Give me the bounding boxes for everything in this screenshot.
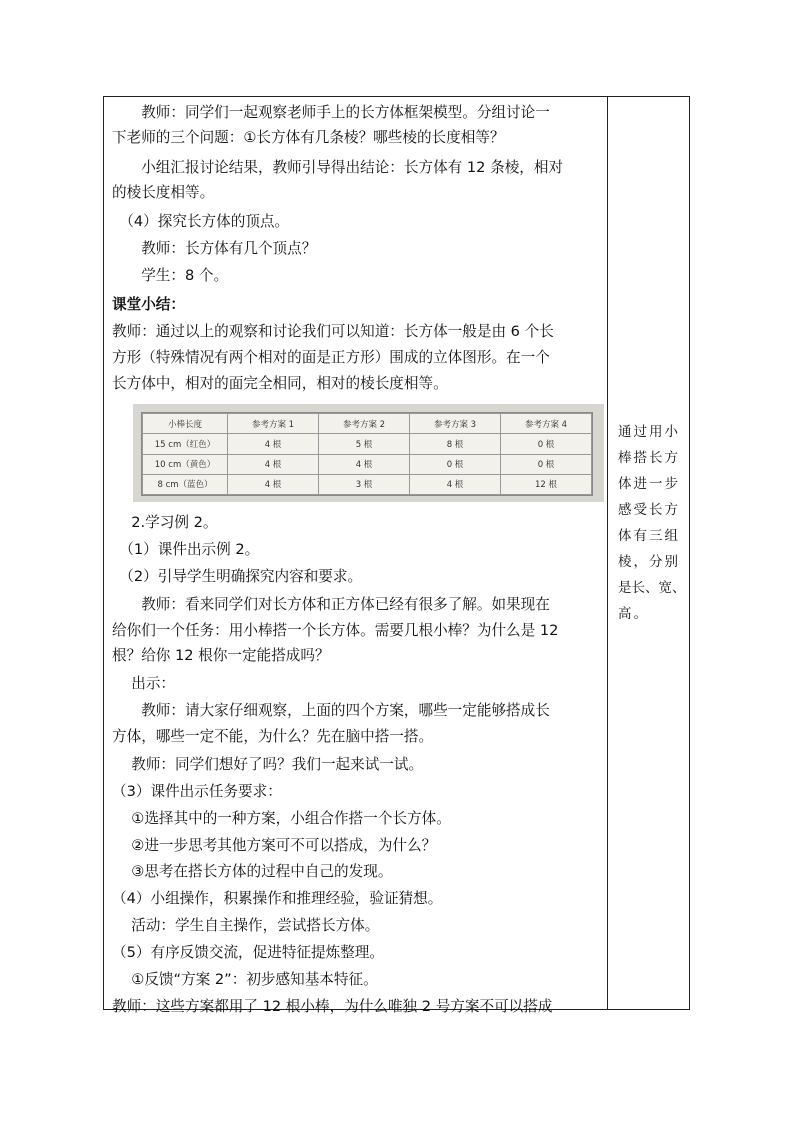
side-note-line: 体有三组 bbox=[618, 528, 680, 544]
text-line: （4）小组操作，积累操作和推理经验，验证猜想。 bbox=[112, 890, 443, 907]
text-line: 教师：请大家仔细观察，上面的四个方案，哪些一定能够搭成长 bbox=[112, 702, 550, 719]
stick-plan-table bbox=[142, 413, 592, 495]
text-line: （1）课件出示例 2。 bbox=[112, 541, 260, 558]
table-cell: 8 根 bbox=[410, 434, 501, 454]
text-line: 活动：学生自主操作，尝试搭长方体。 bbox=[112, 917, 380, 934]
text-line: 学生：8 个。 bbox=[112, 267, 229, 284]
table-cell: 8 cm（蓝色） bbox=[143, 474, 228, 494]
text-line: 方形（特殊情况有两个相对的面是正方形）围成的立体图形。在一个 bbox=[112, 349, 550, 366]
text-line: 教师：同学们想好了吗？我们一起来试一试。 bbox=[112, 756, 424, 773]
header-cell: 参考方案 2 bbox=[319, 414, 410, 434]
side-note-line: 高。 bbox=[618, 606, 649, 622]
table-cell: 10 cm（黄色） bbox=[143, 454, 228, 474]
text-line: 方体，哪些一定不能，为什么？先在脑中搭一搭。 bbox=[112, 728, 434, 745]
text-line: ①反馈“方案 2”：初步感知基本特征。 bbox=[112, 971, 378, 988]
table-cell: 3 根 bbox=[319, 474, 410, 494]
text-line: ①选择其中的一种方案，小组合作搭一个长方体。 bbox=[112, 810, 451, 827]
text-line: （5）有序反馈交流，促进特征提炼整理。 bbox=[112, 944, 384, 961]
table-cell: 0 根 bbox=[410, 454, 501, 474]
table-cell: 4 根 bbox=[228, 474, 319, 494]
text-line: 长方体中，相对的面完全相同，相对的棱长度相等。 bbox=[112, 375, 448, 392]
stick-plan-table-card bbox=[141, 412, 593, 496]
text-line: 教师：这些方案都用了 12 根小棒，为什么唯独 2 号方案不可以搭成 bbox=[112, 998, 553, 1015]
table-row bbox=[143, 454, 592, 474]
header-cell: 参考方案 1 bbox=[228, 414, 319, 434]
stick-plan-photo bbox=[133, 404, 604, 502]
header-cell: 小棒长度 bbox=[143, 414, 228, 434]
text-line: 小组汇报讨论结果，教师引导得出结论：长方体有 12 条棱，相对 bbox=[112, 159, 564, 176]
text-line: 教师：长方体有几个顶点？ bbox=[112, 240, 317, 257]
text-line: 教师：通过以上的观察和讨论我们可以知道：长方体一般是由 6 个长 bbox=[112, 323, 554, 340]
text-line: 的棱长度相等。 bbox=[112, 184, 215, 201]
table-cell: 15 cm（红色） bbox=[143, 434, 228, 454]
side-note-line: 是长、宽、 bbox=[618, 580, 686, 596]
text-line: 给你们一个任务：用小棒搭一个长方体。需要几根小棒？为什么是 12 bbox=[112, 622, 559, 639]
table-cell: 4 根 bbox=[228, 434, 319, 454]
text-line: ③思考在搭长方体的过程中自己的发现。 bbox=[112, 863, 393, 880]
text-line: （4）探究长方体的顶点。 bbox=[112, 213, 290, 230]
side-note-line: 棒搭长方 bbox=[618, 450, 680, 466]
table-cell: 12 根 bbox=[501, 474, 592, 494]
table-cell: 4 根 bbox=[228, 454, 319, 474]
text-line: 下老师的三个问题：①长方体有几条棱？哪些棱的长度相等？ bbox=[112, 129, 505, 146]
text-line: 2.学习例 2。 bbox=[112, 514, 218, 531]
table-cell: 5 根 bbox=[319, 434, 410, 454]
text-line: 教师：看来同学们对长方体和正方体已经有很多了解。如果现在 bbox=[112, 596, 550, 613]
column-divider bbox=[607, 97, 608, 1009]
text-line: ②进一步思考其他方案可不可以搭成，为什么？ bbox=[112, 837, 437, 854]
side-note-line: 体进一步 bbox=[618, 476, 680, 492]
text-line: 教师：同学们一起观察老师手上的长方体框架模型。分组讨论一 bbox=[112, 104, 550, 121]
table-cell: 4 根 bbox=[319, 454, 410, 474]
side-note-line: 通过用小 bbox=[618, 424, 680, 440]
table-row bbox=[143, 434, 592, 454]
text-line: （3）课件出示任务要求： bbox=[112, 783, 282, 800]
table-cell: 4 根 bbox=[410, 474, 501, 494]
text-line: （2）引导学生明确探究内容和要求。 bbox=[112, 568, 363, 585]
lesson-table-frame bbox=[103, 96, 690, 1015]
header-cell: 参考方案 4 bbox=[501, 414, 592, 434]
table-cell: 0 根 bbox=[501, 434, 592, 454]
text-line: 根？给你 12 根你一定能搭成吗？ bbox=[112, 647, 330, 664]
section-heading: 课堂小结： bbox=[112, 296, 185, 313]
side-note-line: 棱，分别 bbox=[618, 554, 680, 570]
header-cell: 参考方案 3 bbox=[410, 414, 501, 434]
table-row bbox=[143, 474, 592, 494]
side-note-line: 感受长方 bbox=[618, 502, 680, 518]
table-cell: 0 根 bbox=[501, 454, 592, 474]
text-line: 出示： bbox=[112, 675, 176, 692]
table-header-row bbox=[143, 414, 592, 434]
